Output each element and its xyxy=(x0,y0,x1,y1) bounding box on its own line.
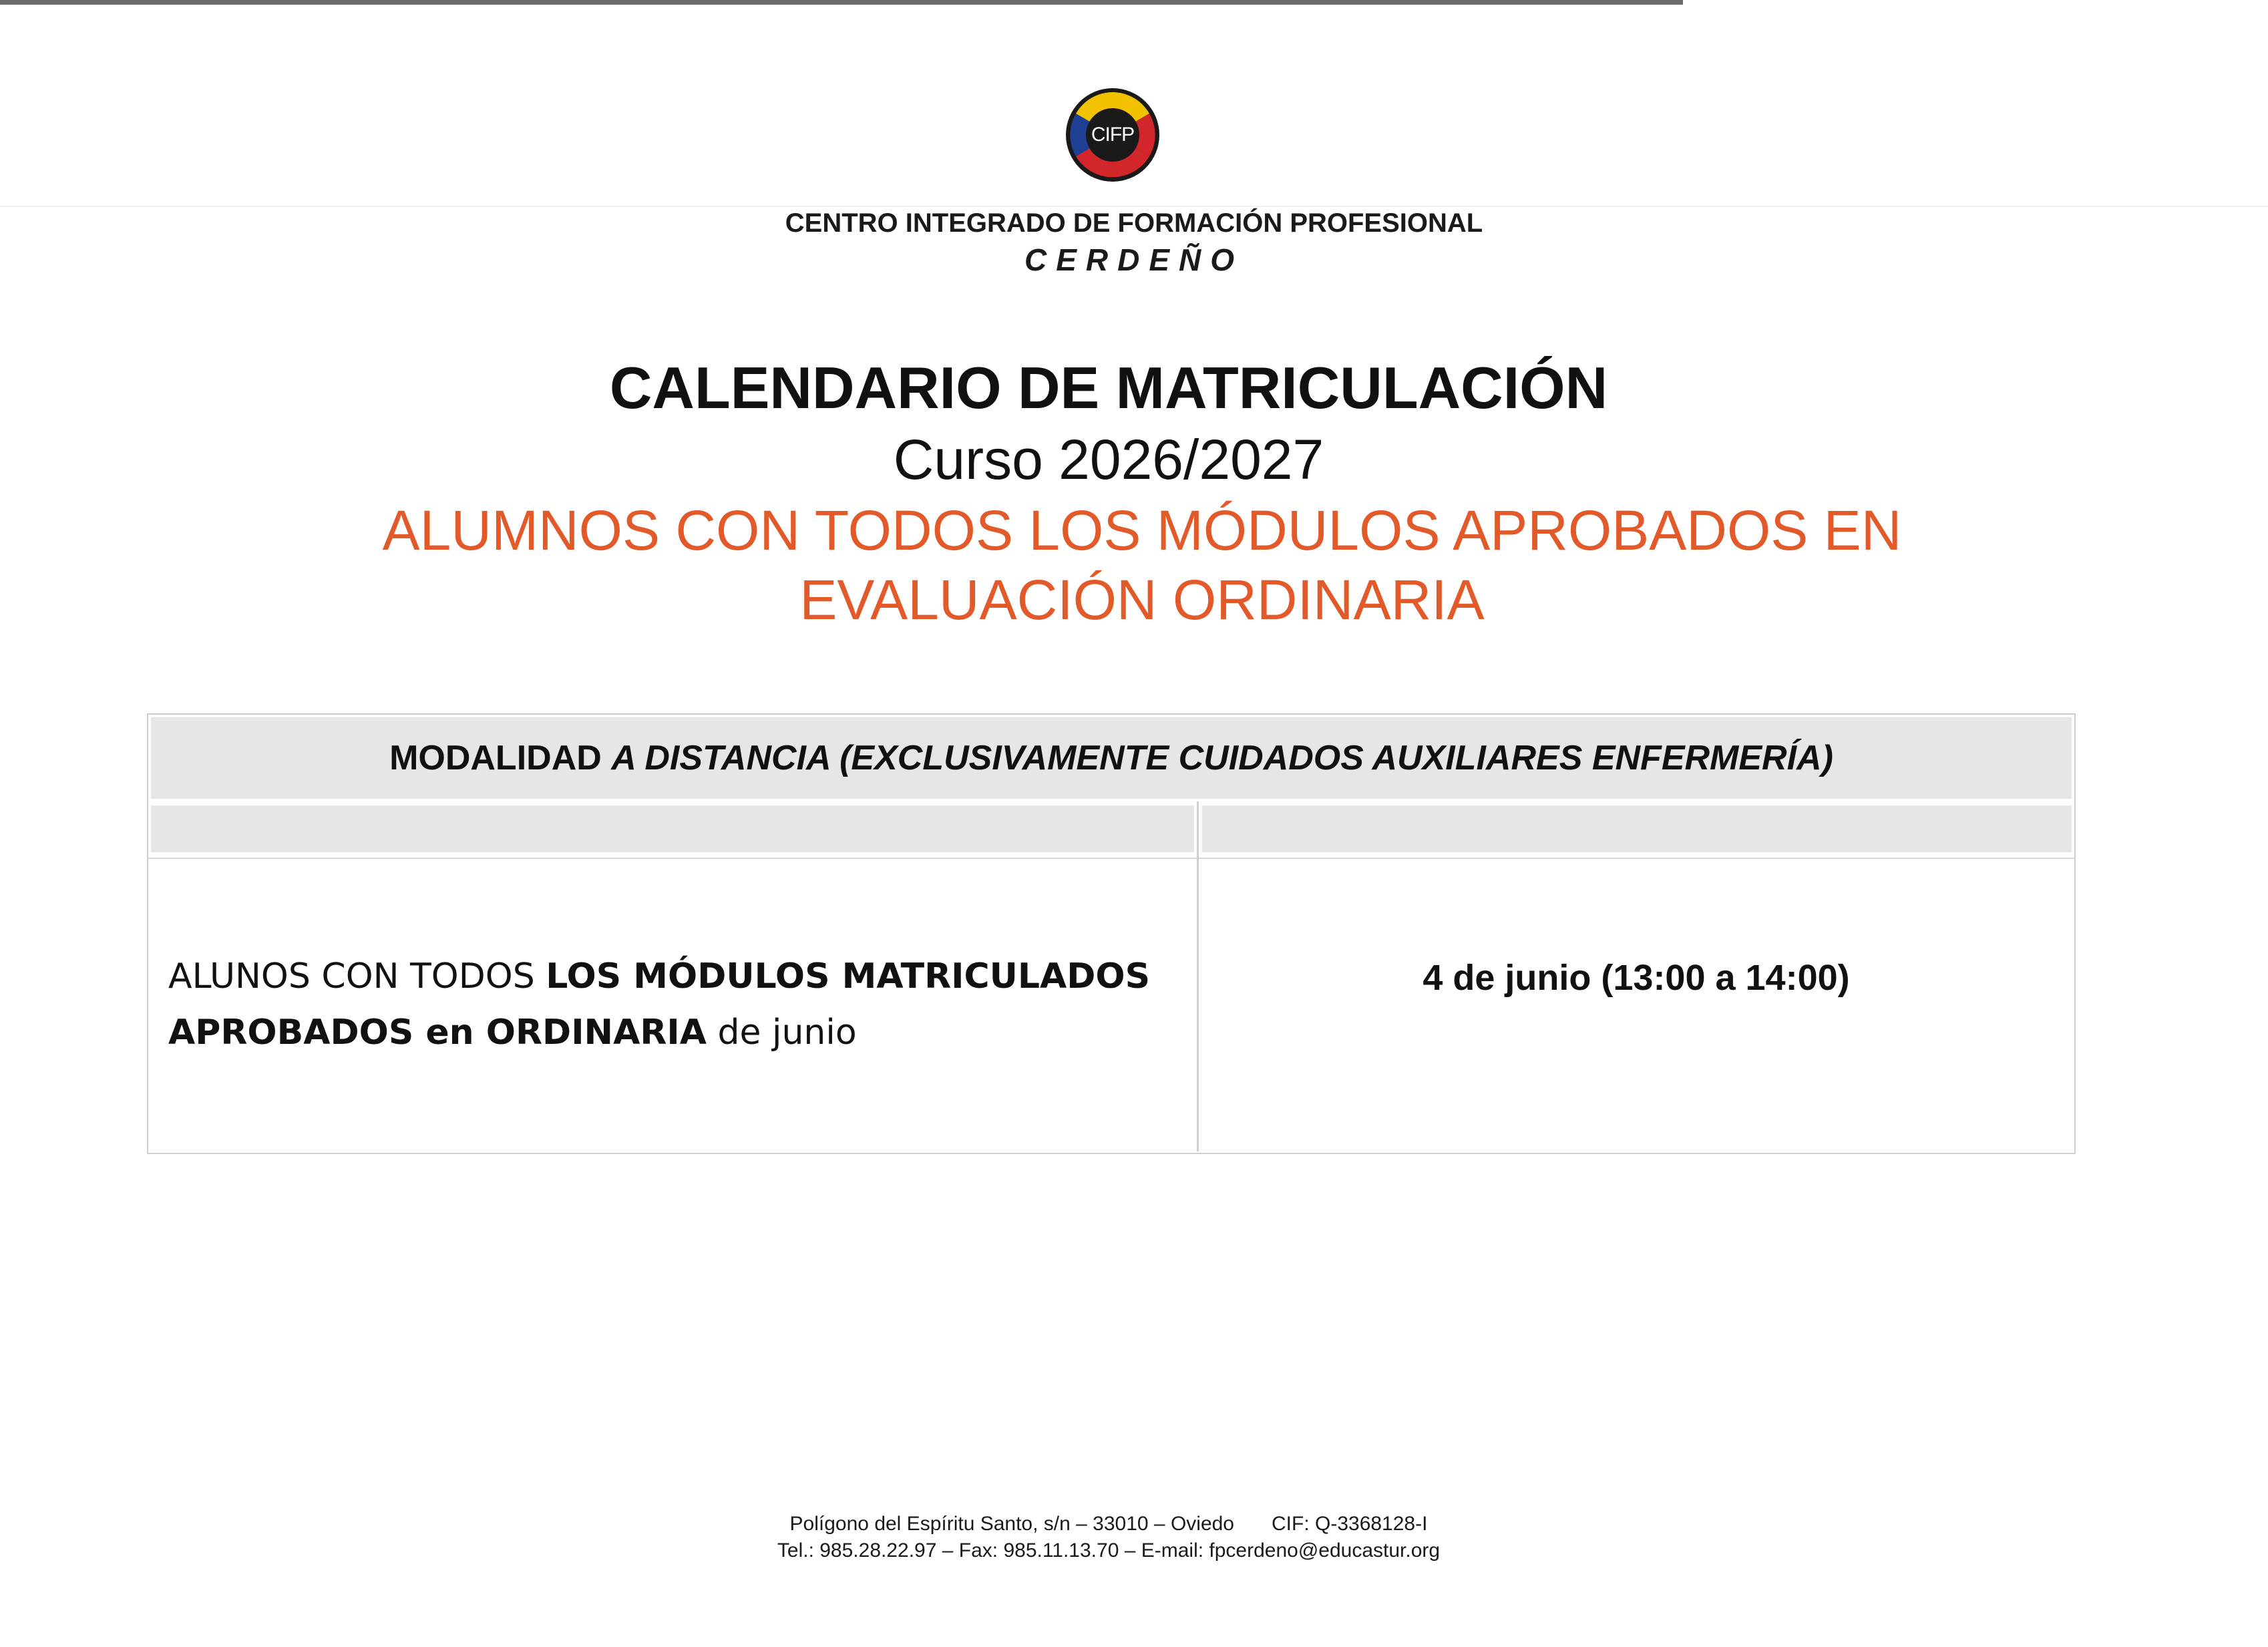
cifp-logo xyxy=(1065,87,1161,183)
table-subheader-right xyxy=(1202,805,2072,852)
footer-contact: Tel.: 985.28.22.97 – Fax: 985.11.13.70 – E-mail: fpcerdeno@educastur.org xyxy=(777,1539,1441,1562)
logo-text: CIFP xyxy=(1091,124,1135,146)
footer-cif: CIF: Q-3368128-I xyxy=(1272,1513,1428,1535)
institution-name: CENTRO INTEGRADO DE FORMACIÓN PROFESIONAL xyxy=(785,208,1483,238)
table-header xyxy=(151,717,2072,799)
table-header-prefix: MODALIDAD xyxy=(389,739,612,777)
cell-text-plain-2: de junio xyxy=(706,1013,857,1053)
subtitle-line-2: EVALUACIÓN ORDINARIA xyxy=(799,568,1485,631)
page-title: CALENDARIO DE MATRICULACIÓN xyxy=(609,355,1608,421)
subtitle xyxy=(280,496,2004,634)
cell-text-bold-2: APROBADOS en ORDINARIA xyxy=(168,1013,707,1053)
scan-artifact-line xyxy=(0,206,2268,207)
subtitle-line-1: ALUMNOS CON TODOS LOS MÓDULOS APROBADOS EN xyxy=(382,499,1902,562)
cell-text-bold-1: LOS MÓDULOS MATRICULADOS xyxy=(546,956,1151,996)
scan-edge-bar xyxy=(0,0,1683,5)
footer-address: Polígono del Espíritu Santo, s/n – 33010 – Oviedo xyxy=(789,1513,1234,1535)
table-column-divider xyxy=(1197,801,1199,1151)
table-cell-date: 4 de junio (13:00 a 14:00) xyxy=(1423,958,1850,998)
enrollment-table xyxy=(147,713,2076,1154)
page-footer xyxy=(0,1511,2217,1564)
institution-short-name: CERDEÑO xyxy=(1024,242,1244,277)
table-subheader-left xyxy=(151,805,1194,852)
cell-text-plain-1: ALUNOS CON TODOS xyxy=(168,956,546,996)
course-year: Curso 2026/2027 xyxy=(893,428,1324,491)
table-header-italic: A DISTANCIA (EXCLUSIVAMENTE CUIDADOS AUXILIARES ENFERMERÍA) xyxy=(611,739,1833,777)
table-cell-students xyxy=(168,859,1183,1150)
